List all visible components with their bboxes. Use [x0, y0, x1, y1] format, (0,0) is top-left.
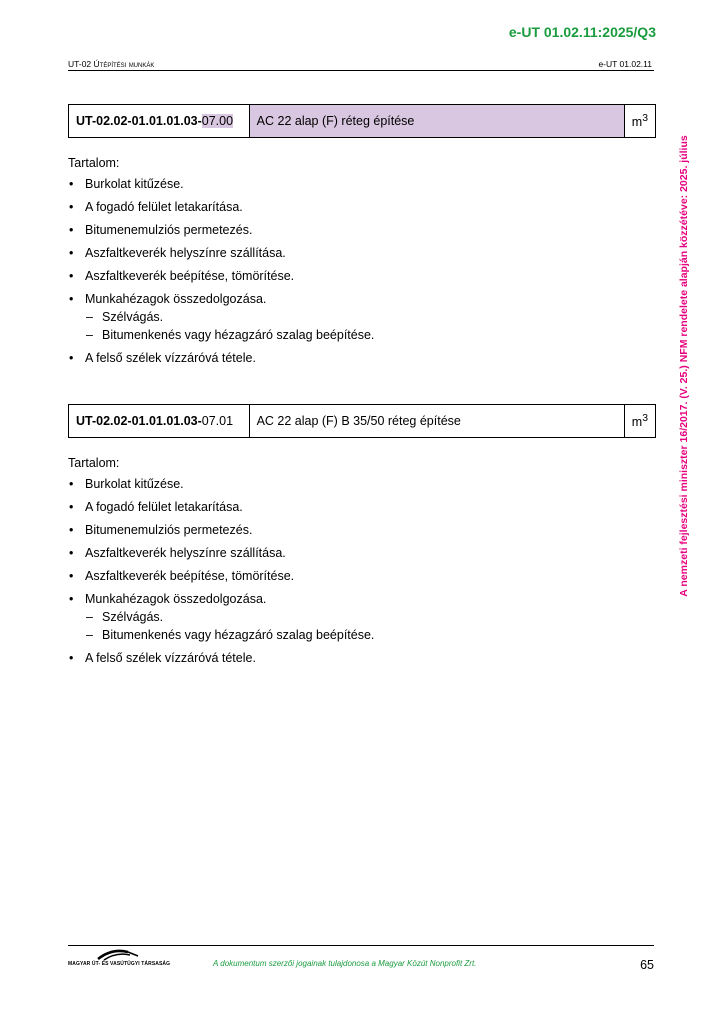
list-item: [68, 246, 660, 261]
list-item: [68, 477, 660, 492]
dash-icon: –: [86, 327, 93, 342]
list-item: [68, 523, 660, 538]
sub-list-item-text: Szélvágás.: [102, 309, 164, 324]
unit-base: m: [631, 415, 643, 430]
item-unit: [624, 105, 655, 138]
list-item-text: Bitumenemulziós permetezés.: [85, 523, 253, 537]
bullet-icon: •: [69, 477, 74, 491]
header-left: [68, 59, 154, 69]
header-prefix: UT-02: [68, 59, 94, 69]
logo-swoosh-icon: [68, 946, 168, 962]
list-item: [68, 500, 660, 515]
bullet-icon: •: [69, 500, 74, 514]
contents-label: Tartalom:: [68, 156, 120, 170]
unit-base: m: [631, 115, 643, 130]
bullet-icon: •: [69, 223, 74, 237]
list-item: [68, 292, 660, 343]
sub-list-item: [85, 328, 660, 343]
list-item: [68, 200, 660, 215]
bullet-icon: •: [69, 246, 74, 260]
contents-list: [68, 477, 660, 666]
list-item-text: Aszfaltkeverék helyszínre szállítása.: [85, 546, 286, 560]
association-logo: [68, 946, 171, 976]
item-code-table: [68, 104, 656, 138]
bullet-icon: •: [69, 351, 74, 365]
list-item-text: A felső szélek vízzáróvá tétele.: [85, 651, 256, 665]
bullet-icon: •: [69, 200, 74, 214]
item-code: [69, 405, 250, 438]
dash-icon: –: [86, 309, 93, 324]
list-item-text: Aszfaltkeverék beépítése, tömörítése.: [85, 569, 295, 583]
list-item: [68, 177, 660, 192]
list-item-text: Aszfaltkeverék helyszínre szállítása.: [85, 246, 286, 260]
list-item-text: A felső szélek vízzáróvá tétele.: [85, 351, 256, 365]
list-item-text: Munkahézagok összedolgozása.: [85, 292, 267, 306]
sub-list-item-text: Bitumenkenés vagy hézagzáró szalag beépítése.: [102, 327, 375, 342]
sub-list-item: [85, 610, 660, 625]
sub-list-item-text: Bitumenkenés vagy hézagzáró szalag beépítése.: [102, 627, 375, 642]
page-footer: [68, 945, 654, 986]
item-unit: [624, 405, 655, 438]
item-code: [69, 105, 250, 138]
bullet-icon: •: [69, 292, 74, 306]
page-number: 65: [640, 958, 654, 972]
bullet-icon: •: [69, 523, 74, 537]
item-code-suffix: 07.01: [201, 414, 234, 428]
bullet-icon: •: [69, 592, 74, 606]
list-item: [68, 569, 660, 584]
bullet-icon: •: [69, 569, 74, 583]
page-header: [68, 58, 654, 71]
bullet-icon: •: [69, 651, 74, 665]
list-item-text: Aszfaltkeverék beépítése, tömörítése.: [85, 269, 295, 283]
list-item: [68, 223, 660, 238]
item-name: AC 22 alap (F) B 35/50 réteg építése: [249, 405, 624, 438]
sub-list: [85, 310, 660, 343]
unit-exponent: 3: [642, 412, 648, 424]
dash-icon: –: [86, 609, 93, 624]
bullet-icon: •: [69, 546, 74, 560]
list-item-text: Burkolat kitűzése.: [85, 177, 184, 191]
header-right: e-UT 01.02.11: [598, 59, 652, 69]
document-code: e-UT 01.02.11:2025/Q3: [508, 24, 656, 40]
logo-text: MAGYAR ÚT- ÉS VASÚTÜGYI TÁRSASÁG: [68, 961, 171, 967]
list-item: [68, 651, 660, 666]
list-item: [68, 269, 660, 284]
header-section-title: Útépítési munkák: [93, 59, 155, 69]
bullet-icon: •: [69, 177, 74, 191]
copyright-note: A dokumentum szerzői jogainak tulajdonosa a Magyar Közút Nonprofit Zrt.: [213, 959, 477, 968]
sub-list-item: [85, 310, 660, 325]
unit-exponent: 3: [642, 112, 648, 124]
dash-icon: –: [86, 627, 93, 642]
work-item-2: [68, 404, 660, 674]
item-name: AC 22 alap (F) réteg építése: [249, 105, 624, 138]
list-item: [68, 546, 660, 561]
item-code-suffix: 07.00: [201, 114, 234, 128]
side-publication-note: A nemzeti fejlesztési miniszter 16/2017. (V. 25.) NFM rendelete alapján közzétéve: 2025. július: [678, 135, 690, 597]
work-item-1: [68, 104, 660, 374]
list-item-text: Burkolat kitűzése.: [85, 477, 184, 491]
sub-list-item: [85, 628, 660, 643]
sub-list-item-text: Szélvágás.: [102, 609, 164, 624]
bullet-icon: •: [69, 269, 74, 283]
list-item-text: A fogadó felület letakarítása.: [85, 200, 243, 214]
contents-list: [68, 177, 660, 366]
list-item-text: Munkahézagok összedolgozása.: [85, 592, 267, 606]
sub-list: [85, 610, 660, 643]
list-item-text: A fogadó felület letakarítása.: [85, 500, 243, 514]
list-item-text: Bitumenemulziós permetezés.: [85, 223, 253, 237]
item-code-base: UT-02.02-01.01.01.03-: [76, 114, 202, 128]
contents-label: Tartalom:: [68, 456, 120, 470]
item-code-table: [68, 404, 656, 438]
list-item: [68, 351, 660, 366]
list-item: [68, 592, 660, 643]
item-code-base: UT-02.02-01.01.01.03-: [76, 414, 202, 428]
